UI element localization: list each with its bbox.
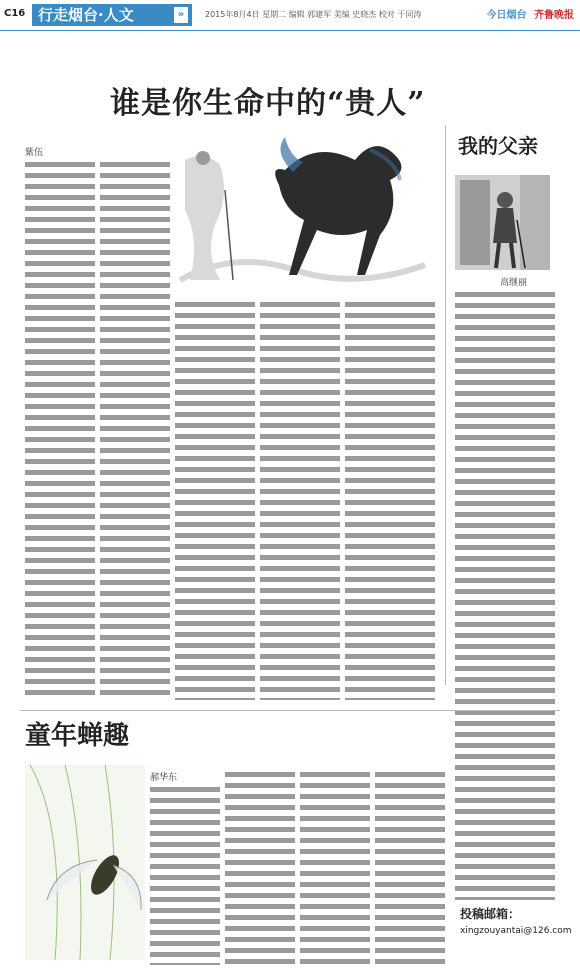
article-body-col-4 xyxy=(260,300,340,700)
cicada-painting-image xyxy=(25,765,145,960)
article-author-cicada: 郝华东 xyxy=(150,773,178,783)
column-divider xyxy=(445,125,446,685)
article-author-father: 高继丽 xyxy=(500,278,528,288)
section-title: 行走烟台·人文 xyxy=(38,6,134,24)
submission-info xyxy=(460,905,572,955)
double-arrow-icon: » xyxy=(174,7,188,23)
header-rule xyxy=(0,30,580,31)
page-header xyxy=(0,0,580,30)
section-banner xyxy=(32,4,192,26)
article-title-cicada: 童年蝉趣 xyxy=(25,721,130,751)
page-number: C16 xyxy=(4,8,26,19)
ink-painting-image xyxy=(175,130,430,290)
article-body-col-5 xyxy=(345,300,435,700)
father-body-text xyxy=(455,290,555,900)
article-body-col-2 xyxy=(100,160,170,700)
cicada-body-col-2 xyxy=(225,770,295,965)
article-body-col-1 xyxy=(25,160,95,700)
cicada-body-col-3 xyxy=(300,770,370,965)
elderly-man-photo xyxy=(455,175,550,270)
email-address[interactable]: xingzouyantai@126.com xyxy=(460,926,572,936)
article-author-guiren: 紫伍 xyxy=(25,148,44,158)
email-label: 投稿邮箱： xyxy=(460,907,521,921)
brand-edition: 今日烟台 xyxy=(486,10,527,21)
issue-meta: 2015年8月4日 星期二 编辑 郭建军 美编 史晓杰 校对 于同涛 xyxy=(205,10,422,19)
brand-name: 齐鲁晚报 xyxy=(534,10,574,21)
cicada-body-col-1 xyxy=(150,785,220,965)
newspaper-brand xyxy=(487,6,574,21)
article-body-col-3 xyxy=(175,300,255,700)
article-title-father: 我的父亲 xyxy=(458,134,538,158)
article-title-guiren: 谁是你生命中的“贵人” xyxy=(110,86,426,121)
cicada-body-col-4 xyxy=(375,770,445,965)
section-divider xyxy=(20,710,560,711)
